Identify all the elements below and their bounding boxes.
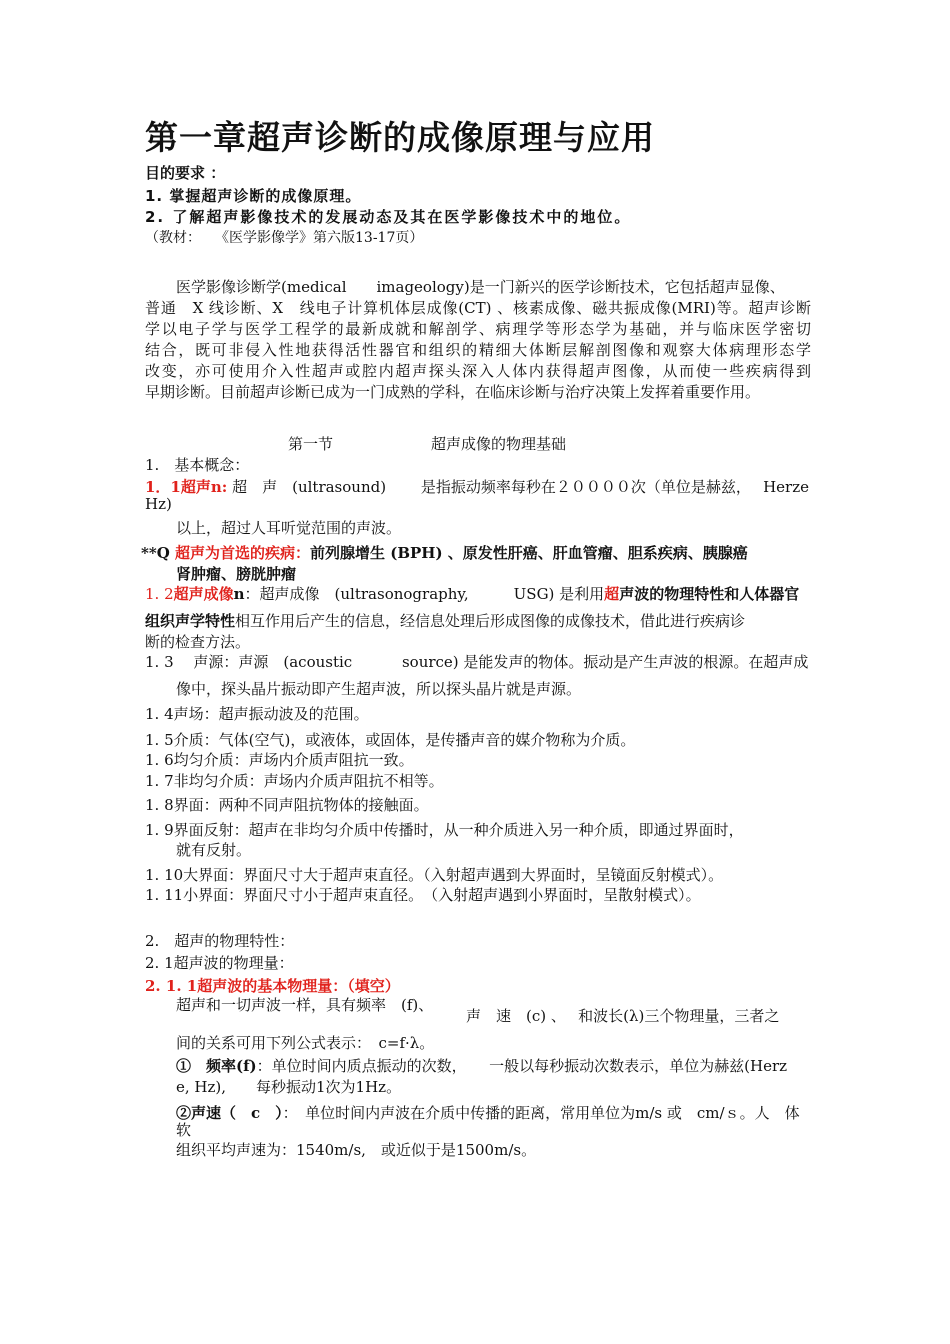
speed-wrap: 软 [176, 1121, 192, 1139]
formula-line-a1: 超声和一切声波一样，具有频率 (f)、 [176, 996, 434, 1014]
def-1-2-red-word: 超 [604, 585, 620, 603]
def-1-8: 1. 8界面：两种不同声阻抗物体的接触面。 [145, 796, 429, 814]
frequency-line [176, 1057, 787, 1075]
section-title: 超声成像的物理基础 [431, 435, 567, 453]
note-q-continuation: 肾肿瘤、膀胱肿瘤 [176, 565, 297, 583]
note-q-prefix: **Q [141, 544, 170, 562]
speed-continuation: 组织平均声速为：1540m/s, 或近似于是1500m/s。 [176, 1141, 537, 1159]
note-q-text: 前列腺增生 (BPH) 、原发性肝癌、肝血管瘤、胆系疾病、胰腺癌 [310, 544, 748, 562]
physics-2-1: 2. 1超声波的物理量： [145, 954, 294, 972]
def-1-1-num: 1．1 [145, 478, 181, 496]
physics-2-1-1: 2. 1. 1超声波的基本物理量：（填空） [145, 977, 400, 995]
frequency-continuation: e, Hz), 每秒振动1次为1Hz。 [176, 1078, 402, 1096]
intro-line-5: 改变，亦可使用介入性超声或腔内超声探头深入人体内获得超声图像，从而使一些疾病得到 [145, 362, 811, 380]
def-1-10: 1. 10大界面：界面尺寸大于超声束直径。（入射超声遇到大界面时，呈镜面反射模式）。 [145, 866, 724, 884]
intro-line-1: 医学影像诊断学(medical imageology)是一门新兴的医学诊断技术，它包括超声显像、 [176, 278, 785, 296]
note-q-label: 超声为首选的疾病： [175, 544, 311, 562]
def-1-9-continuation: 就有反射。 [176, 841, 252, 859]
frequency-term: ① 频率(f) [176, 1057, 257, 1075]
basic-concepts-heading: 1. 基本概念： [145, 456, 250, 474]
speed-text: ： 单位时间内声波在介质中传播的距离，常用单位为m/s 或 cm/ｓ。人 体 [282, 1104, 800, 1122]
textbook-reference: （教材： 《医学影像学》第六版13-17页） [145, 230, 424, 246]
def-1-2-text-b2: 相互作用后产生的信息，经信息处理后形成图像的成像技术，借此进行疾病诊 [235, 612, 746, 630]
def-1-11: 1. 11小界面：界面尺寸小于超声束直径。 （入射超声遇到小界面时，呈散射模式）。 [145, 886, 701, 904]
note-q-line [141, 544, 748, 562]
def-1-2-n: n [233, 585, 245, 603]
formula-line-b: 间的关系可用下列公式表示： c=f·λ。 [176, 1034, 435, 1052]
frequency-text: ：单位时间内质点振动的次数， 一般以每秒振动次数表示，单位为赫兹(Herz [256, 1057, 788, 1075]
def-1-9-line: 1. 9界面反射：超声在非均匀介质中传播时，从一种介质进入另一种介质，即通过界面时， [145, 821, 744, 839]
def-1-1-term: 超声n: [180, 478, 228, 496]
page-title: 第一章超声诊断的成像原理与应用 [145, 118, 655, 157]
intro-line-2: 普通 X 线诊断、X 线电子计算机体层成像(CT) 、核素成像、磁共振成像(MRI)等。超声诊断 [145, 299, 811, 317]
section-label: 第一节 [288, 435, 334, 453]
def-1-2-text-a2: 声波的物理特性和人体器官 [619, 585, 800, 603]
speed-line [176, 1104, 800, 1122]
intro-line-4: 结合，既可非侵入性地获得活性器官和组织的精细大体断层解剖图像和观察大体病理形态学 [145, 341, 811, 359]
objective-item-2: 2. 了解超声影像技术的发展动态及其在医学影像技术中的地位。 [145, 208, 632, 226]
def-1-7: 1. 7非均匀介质：声场内介质声阻抗不相等。 [145, 772, 444, 790]
def-1-3-line: 1. 3 声源：声源 (acoustic source) 是能发声的物体。振动是产生声波的根源。在超声成 [145, 653, 809, 671]
def-1-2-line-2 [145, 612, 745, 630]
physics-heading: 2. 超声的物理特性： [145, 932, 295, 950]
def-1-2-term: 超声成像 [173, 585, 234, 603]
def-1-1-unit: Hz) [145, 495, 172, 513]
def-1-3-continuation: 像中，探头晶片振动即产生超声波，所以探头晶片就是声源。 [176, 680, 582, 698]
intro-line-6: 早期诊断。目前超声诊断已成为一门成熟的学科，在临床诊断与治疗决策上发挥着重要作用。 [145, 383, 761, 401]
def-1-2-text-b1: 组织声学特性 [145, 612, 236, 630]
objectives-heading: 目的要求 ： [145, 164, 226, 182]
def-1-5: 1. 5介质：气体(空气)，或液体，或固体，是传播声音的媒介物称为介质。 [145, 731, 636, 749]
formula-line-a2: 声 速 (c) 、 和波长(λ)三个物理量，三者之 [466, 1007, 780, 1025]
speed-term: ②声速（ c ） [176, 1104, 283, 1122]
def-1-2-text-a1: ：超声成像 (ultrasonography, USG) 是利用 [244, 585, 605, 603]
def-1-2-line-3: 断的检查方法。 [145, 633, 251, 651]
def-1-2-num: 1. 2 [145, 585, 174, 603]
def-1-1-line [145, 478, 809, 496]
def-1-4: 1. 4声场：超声振动波及的范围。 [145, 705, 369, 723]
def-1-1-continuation: 以上，超过人耳听觉范围的声波。 [176, 519, 402, 537]
intro-line-3: 学以电子学与医学工程学的最新成就和解剖学、病理学等形态学为基础，并与临床医学密切 [145, 320, 811, 338]
def-1-1-text: 超 声 (ultrasound) 是指振动频率每秒在２００００次（单位是赫兹， Herze [232, 478, 810, 496]
objective-item-1: 1. 掌握超声诊断的成像原理。 [145, 187, 362, 205]
def-1-2-line [145, 585, 799, 603]
def-1-6: 1. 6均匀介质：声场内介质声阻抗一致。 [145, 751, 414, 769]
